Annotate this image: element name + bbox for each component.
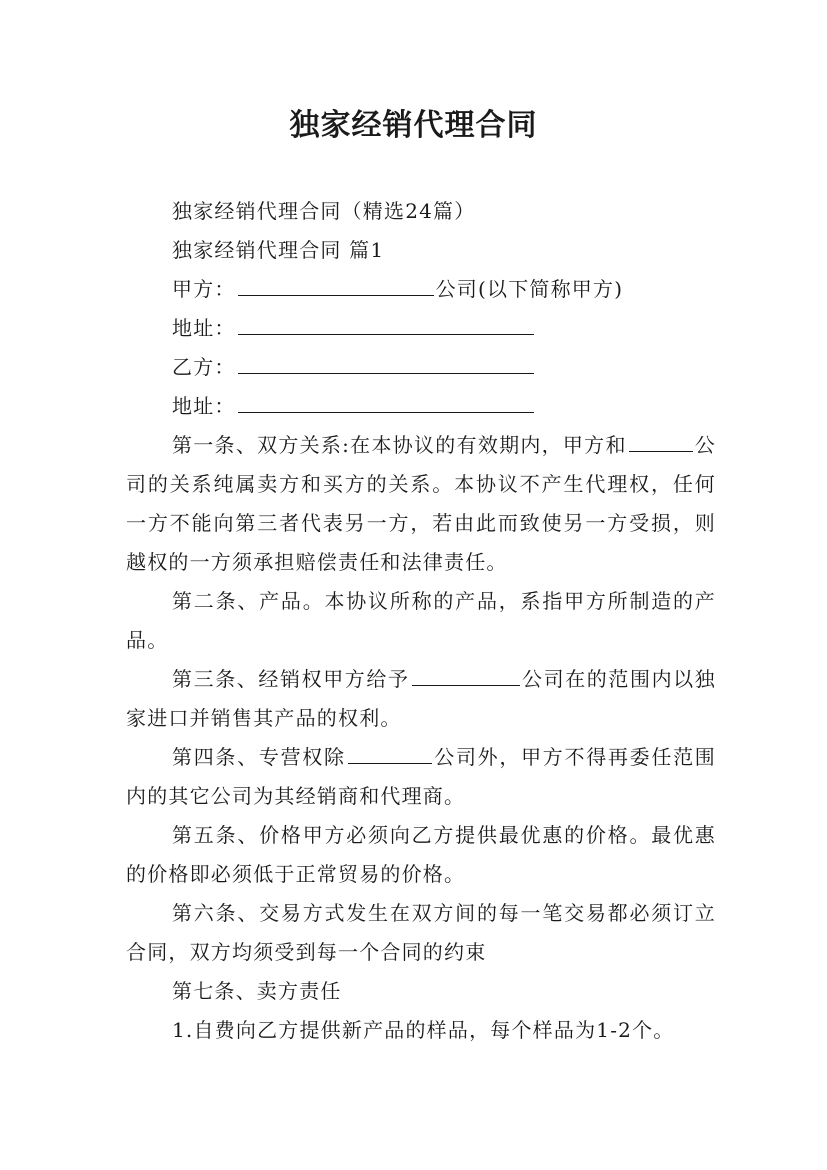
- document-body: [126, 192, 716, 1050]
- address-b-line: [126, 387, 716, 426]
- article-1-prefix: 第一条、双方关系:在本协议的有效期内，甲方和: [172, 433, 627, 457]
- party-a-line: [126, 270, 716, 309]
- article-3-prefix: 第三条、经销权甲方给予: [172, 667, 410, 691]
- document-title: 独家经销代理合同: [289, 108, 538, 143]
- article-2: 第二条、产品。本协议所称的产品，系指甲方所制造的产品。: [126, 589, 716, 652]
- part-heading: 独家经销代理合同 篇1: [172, 238, 385, 262]
- subtitle: 独家经销代理合同（精选24篇）: [172, 199, 476, 223]
- article-1-blank: [629, 429, 693, 452]
- article-7-item-1: 1.自费向乙方提供新产品的样品，每个样品为1-2个。: [172, 1018, 675, 1042]
- address-a-line: [126, 309, 716, 348]
- article-7-heading: 第七条、卖方责任: [172, 979, 342, 1003]
- article-1: [126, 426, 716, 582]
- address-a-label: 地址：: [172, 316, 236, 340]
- party-b-line: [126, 348, 716, 387]
- address-a-blank: [238, 312, 534, 335]
- party-a-blank: [238, 273, 434, 296]
- article-1-suffix: 公司的关系纯属卖方和买方的关系。本协议不产生代理权，任何一方不能向第三者代表另一方，若由此而致使另一方受损，则越权的一方须承担赔偿责任和法律责任。: [126, 433, 717, 574]
- article-5: 第五条、价格甲方必须向乙方提供最优惠的价格。最优惠的价格即必须低于正常贸易的价格。: [126, 823, 716, 886]
- article-4-suffix: 公司外，甲方不得再委任范围内的其它公司为其经销商和代理商。: [126, 745, 716, 808]
- article-3-suffix: 公司在的范围内以独家进口并销售其产品的权利。: [126, 667, 716, 730]
- party-a-suffix: 公司(以下简称甲方): [435, 277, 624, 301]
- article-6: 第六条、交易方式发生在双方间的每一笔交易都必须订立合同，双方均须受到每一个合同的约束: [126, 901, 716, 964]
- address-b-blank: [238, 390, 534, 413]
- party-b-blank: [238, 351, 534, 374]
- article-4-prefix: 第四条、专营权除: [172, 745, 346, 769]
- article-3: [126, 660, 716, 738]
- article-4-blank: [348, 741, 432, 764]
- article-3-blank: [412, 663, 520, 686]
- article-4: [126, 738, 716, 816]
- address-b-label: 地址：: [172, 394, 236, 418]
- party-b-label: 乙方：: [172, 355, 236, 379]
- party-a-label: 甲方：: [172, 277, 236, 301]
